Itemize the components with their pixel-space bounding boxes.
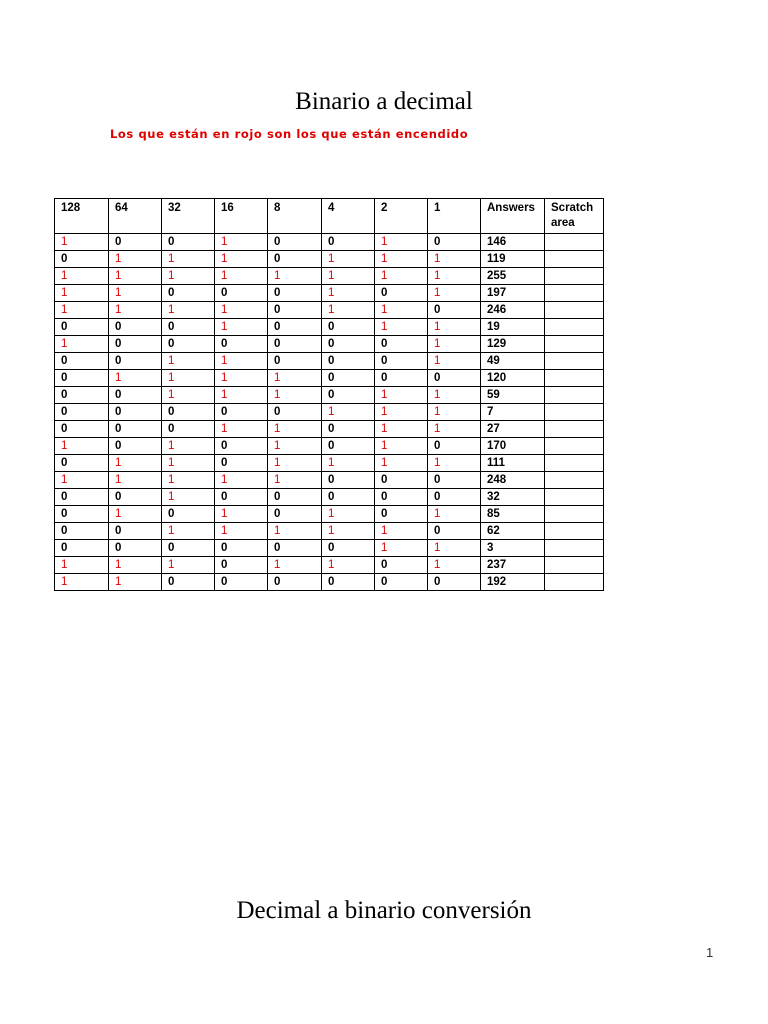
answer-cell: 120 [481, 370, 545, 387]
bit-cell-off: 0 [109, 489, 162, 506]
bit-cell-on: 1 [375, 404, 428, 421]
bit-cell-on: 1 [428, 455, 481, 472]
bit-cell-off: 0 [322, 319, 375, 336]
column-header: 8 [268, 199, 322, 234]
answer-cell: 111 [481, 455, 545, 472]
bit-cell-off: 0 [322, 234, 375, 251]
bit-cell-off: 0 [55, 489, 109, 506]
bit-cell-on: 1 [428, 285, 481, 302]
bit-cell-off: 0 [109, 336, 162, 353]
bit-cell-off: 0 [215, 540, 268, 557]
bit-cell-on: 1 [215, 353, 268, 370]
bit-cell-on: 1 [268, 268, 322, 285]
answer-cell: 59 [481, 387, 545, 404]
bit-cell-off: 0 [162, 540, 215, 557]
bit-cell-on: 1 [215, 319, 268, 336]
scratch-cell [545, 421, 604, 438]
table-row [55, 455, 604, 472]
table-row [55, 472, 604, 489]
table-header-row [55, 199, 604, 234]
bit-cell-off: 0 [162, 234, 215, 251]
bit-cell-off: 0 [215, 489, 268, 506]
bit-cell-on: 1 [109, 455, 162, 472]
bit-cell-off: 0 [268, 234, 322, 251]
answer-cell: 19 [481, 319, 545, 336]
bit-cell-off: 0 [55, 319, 109, 336]
bit-cell-off: 0 [322, 370, 375, 387]
bit-cell-on: 1 [162, 557, 215, 574]
bit-cell-off: 0 [268, 404, 322, 421]
bit-cell-off: 0 [215, 336, 268, 353]
bit-cell-on: 1 [162, 455, 215, 472]
bit-cell-off: 0 [109, 387, 162, 404]
scratch-cell [545, 404, 604, 421]
bit-cell-off: 0 [109, 404, 162, 421]
bit-cell-on: 1 [215, 302, 268, 319]
bit-cell-off: 0 [428, 523, 481, 540]
bit-cell-on: 1 [215, 421, 268, 438]
answer-cell: 129 [481, 336, 545, 353]
bit-cell-off: 0 [268, 285, 322, 302]
scratch-cell [545, 319, 604, 336]
column-header: 64 [109, 199, 162, 234]
bit-cell-off: 0 [162, 404, 215, 421]
answer-cell: 32 [481, 489, 545, 506]
bit-cell-off: 0 [428, 489, 481, 506]
table-body [55, 234, 604, 591]
table-row [55, 234, 604, 251]
scratch-cell [545, 523, 604, 540]
bit-cell-off: 0 [268, 489, 322, 506]
bit-cell-on: 1 [55, 557, 109, 574]
bit-cell-on: 1 [428, 404, 481, 421]
bit-cell-off: 0 [268, 251, 322, 268]
table-row [55, 302, 604, 319]
bit-cell-on: 1 [322, 268, 375, 285]
bit-cell-off: 0 [428, 574, 481, 591]
table-row [55, 268, 604, 285]
bit-cell-off: 0 [322, 353, 375, 370]
bit-cell-on: 1 [55, 438, 109, 455]
bit-cell-on: 1 [428, 353, 481, 370]
bit-cell-on: 1 [162, 387, 215, 404]
bit-cell-off: 0 [268, 336, 322, 353]
bit-cell-on: 1 [109, 472, 162, 489]
bit-cell-on: 1 [55, 472, 109, 489]
bit-cell-on: 1 [162, 523, 215, 540]
bit-cell-off: 0 [268, 302, 322, 319]
bit-cell-on: 1 [162, 438, 215, 455]
scratch-cell [545, 489, 604, 506]
bit-cell-off: 0 [375, 353, 428, 370]
bit-cell-off: 0 [375, 336, 428, 353]
bit-cell-off: 0 [55, 540, 109, 557]
table-row [55, 370, 604, 387]
table-row [55, 336, 604, 353]
answer-cell: 49 [481, 353, 545, 370]
bit-cell-off: 0 [55, 370, 109, 387]
column-header: 2 [375, 199, 428, 234]
bit-cell-on: 1 [268, 455, 322, 472]
scratch-cell [545, 336, 604, 353]
answer-cell: 255 [481, 268, 545, 285]
answer-cell: 119 [481, 251, 545, 268]
bit-cell-off: 0 [162, 336, 215, 353]
bit-cell-on: 1 [268, 557, 322, 574]
table-row [55, 319, 604, 336]
bit-cell-off: 0 [428, 234, 481, 251]
bit-cell-on: 1 [162, 472, 215, 489]
bit-cell-off: 0 [215, 574, 268, 591]
bit-cell-on: 1 [268, 421, 322, 438]
bit-cell-on: 1 [162, 268, 215, 285]
bit-cell-on: 1 [428, 336, 481, 353]
bit-cell-off: 0 [162, 506, 215, 523]
bit-cell-on: 1 [375, 540, 428, 557]
bit-cell-on: 1 [162, 353, 215, 370]
bit-cell-off: 0 [375, 574, 428, 591]
scratch-cell [545, 540, 604, 557]
bit-cell-on: 1 [322, 285, 375, 302]
bit-cell-off: 0 [55, 421, 109, 438]
bit-cell-on: 1 [428, 251, 481, 268]
scratch-cell [545, 455, 604, 472]
answer-cell: 248 [481, 472, 545, 489]
scratch-cell [545, 234, 604, 251]
bit-cell-on: 1 [268, 387, 322, 404]
table-row [55, 404, 604, 421]
bit-cell-on: 1 [375, 302, 428, 319]
bit-cell-on: 1 [322, 302, 375, 319]
answer-cell: 237 [481, 557, 545, 574]
bit-cell-off: 0 [109, 523, 162, 540]
bit-cell-on: 1 [55, 285, 109, 302]
bit-cell-off: 0 [268, 574, 322, 591]
table-row [55, 387, 604, 404]
table-row [55, 489, 604, 506]
bit-cell-on: 1 [268, 438, 322, 455]
table-row [55, 285, 604, 302]
scratch-cell [545, 302, 604, 319]
scratch-cell [545, 506, 604, 523]
bit-cell-off: 0 [322, 540, 375, 557]
bit-cell-on: 1 [268, 472, 322, 489]
scratch-cell [545, 370, 604, 387]
column-header: Scratch area [545, 199, 604, 234]
table-row [55, 523, 604, 540]
scratch-cell [545, 268, 604, 285]
bit-cell-off: 0 [322, 574, 375, 591]
bit-cell-on: 1 [268, 523, 322, 540]
bit-cell-on: 1 [55, 302, 109, 319]
column-header: 4 [322, 199, 375, 234]
bit-cell-on: 1 [162, 251, 215, 268]
scratch-cell [545, 557, 604, 574]
bit-cell-off: 0 [268, 540, 322, 557]
bit-cell-off: 0 [375, 557, 428, 574]
bit-cell-on: 1 [375, 523, 428, 540]
column-header: Answers [481, 199, 545, 234]
table-row [55, 438, 604, 455]
bit-cell-on: 1 [428, 540, 481, 557]
bit-cell-on: 1 [375, 319, 428, 336]
bit-cell-on: 1 [109, 574, 162, 591]
bit-cell-off: 0 [375, 489, 428, 506]
section-title: Decimal a binario conversión [236, 897, 532, 924]
bit-cell-on: 1 [268, 370, 322, 387]
bit-cell-on: 1 [109, 268, 162, 285]
bit-cell-off: 0 [428, 370, 481, 387]
bit-cell-off: 0 [55, 455, 109, 472]
scratch-cell [545, 472, 604, 489]
column-header: 128 [55, 199, 109, 234]
bit-cell-on: 1 [322, 557, 375, 574]
bit-cell-on: 1 [375, 438, 428, 455]
answer-cell: 146 [481, 234, 545, 251]
bit-cell-off: 0 [215, 557, 268, 574]
bit-cell-on: 1 [215, 268, 268, 285]
answer-cell: 85 [481, 506, 545, 523]
bit-cell-on: 1 [375, 268, 428, 285]
bit-cell-off: 0 [109, 353, 162, 370]
bit-cell-off: 0 [375, 285, 428, 302]
answer-cell: 197 [481, 285, 545, 302]
scratch-cell [545, 438, 604, 455]
bit-cell-on: 1 [109, 285, 162, 302]
answer-cell: 62 [481, 523, 545, 540]
bit-cell-on: 1 [428, 557, 481, 574]
bit-cell-off: 0 [109, 421, 162, 438]
bit-cell-on: 1 [55, 336, 109, 353]
bit-cell-on: 1 [55, 234, 109, 251]
bit-cell-off: 0 [55, 353, 109, 370]
scratch-cell [545, 387, 604, 404]
bit-cell-off: 0 [109, 540, 162, 557]
bit-cell-off: 0 [55, 387, 109, 404]
bit-cell-on: 1 [215, 234, 268, 251]
bit-cell-off: 0 [322, 336, 375, 353]
bit-cell-on: 1 [55, 268, 109, 285]
bit-cell-off: 0 [428, 302, 481, 319]
bit-cell-off: 0 [162, 285, 215, 302]
page-number: 1 [706, 945, 714, 960]
answer-cell: 3 [481, 540, 545, 557]
bit-cell-on: 1 [215, 387, 268, 404]
bit-cell-off: 0 [375, 506, 428, 523]
bit-cell-off: 0 [162, 574, 215, 591]
bit-cell-off: 0 [215, 404, 268, 421]
bit-cell-on: 1 [162, 370, 215, 387]
bit-cell-off: 0 [322, 489, 375, 506]
answer-cell: 246 [481, 302, 545, 319]
page-title: Binario a decimal [295, 88, 473, 115]
table-row [55, 574, 604, 591]
table-row [55, 421, 604, 438]
bit-cell-on: 1 [322, 506, 375, 523]
bit-cell-off: 0 [162, 421, 215, 438]
bit-cell-on: 1 [215, 370, 268, 387]
bit-cell-on: 1 [428, 387, 481, 404]
bit-cell-on: 1 [215, 506, 268, 523]
bit-cell-on: 1 [322, 251, 375, 268]
answer-cell: 27 [481, 421, 545, 438]
bit-cell-off: 0 [162, 319, 215, 336]
bit-cell-on: 1 [109, 251, 162, 268]
column-header: 1 [428, 199, 481, 234]
bit-cell-on: 1 [109, 557, 162, 574]
bit-cell-off: 0 [55, 404, 109, 421]
bit-cell-on: 1 [428, 506, 481, 523]
scratch-cell [545, 353, 604, 370]
answer-cell: 192 [481, 574, 545, 591]
bit-cell-off: 0 [215, 455, 268, 472]
bit-cell-off: 0 [55, 523, 109, 540]
bit-cell-on: 1 [215, 251, 268, 268]
bit-cell-on: 1 [55, 574, 109, 591]
scratch-cell [545, 574, 604, 591]
bit-cell-off: 0 [55, 506, 109, 523]
bit-cell-off: 0 [268, 353, 322, 370]
instruction-note: Los que están en rojo son los que están encendido [110, 127, 469, 141]
table-row [55, 506, 604, 523]
bit-cell-on: 1 [375, 234, 428, 251]
bit-cell-off: 0 [375, 472, 428, 489]
scratch-cell [545, 285, 604, 302]
bit-cell-on: 1 [375, 387, 428, 404]
bit-cell-on: 1 [322, 404, 375, 421]
bit-cell-on: 1 [109, 302, 162, 319]
bit-cell-off: 0 [322, 421, 375, 438]
table-row [55, 251, 604, 268]
bit-cell-off: 0 [375, 370, 428, 387]
binary-table [54, 198, 604, 591]
bit-cell-off: 0 [268, 319, 322, 336]
bit-cell-on: 1 [109, 506, 162, 523]
bit-cell-off: 0 [428, 472, 481, 489]
bit-cell-off: 0 [55, 251, 109, 268]
bit-cell-on: 1 [428, 421, 481, 438]
bit-cell-on: 1 [162, 489, 215, 506]
table-row [55, 353, 604, 370]
scratch-cell [545, 251, 604, 268]
column-header: 32 [162, 199, 215, 234]
answer-cell: 7 [481, 404, 545, 421]
bit-cell-on: 1 [215, 523, 268, 540]
bit-cell-off: 0 [109, 319, 162, 336]
bit-cell-off: 0 [268, 506, 322, 523]
bit-cell-off: 0 [215, 285, 268, 302]
bit-cell-off: 0 [322, 438, 375, 455]
column-header: 16 [215, 199, 268, 234]
bit-cell-on: 1 [322, 455, 375, 472]
bit-cell-on: 1 [109, 370, 162, 387]
bit-cell-on: 1 [375, 421, 428, 438]
bit-cell-on: 1 [162, 302, 215, 319]
answer-cell: 170 [481, 438, 545, 455]
bit-cell-on: 1 [428, 268, 481, 285]
table-row [55, 540, 604, 557]
bit-cell-off: 0 [109, 438, 162, 455]
bit-cell-on: 1 [375, 251, 428, 268]
bit-cell-off: 0 [322, 472, 375, 489]
bit-cell-on: 1 [428, 319, 481, 336]
table-row [55, 557, 604, 574]
bit-cell-off: 0 [428, 438, 481, 455]
bit-cell-off: 0 [322, 387, 375, 404]
bit-cell-on: 1 [215, 472, 268, 489]
bit-cell-off: 0 [109, 234, 162, 251]
bit-cell-on: 1 [375, 455, 428, 472]
bit-cell-on: 1 [322, 523, 375, 540]
bit-cell-off: 0 [215, 438, 268, 455]
